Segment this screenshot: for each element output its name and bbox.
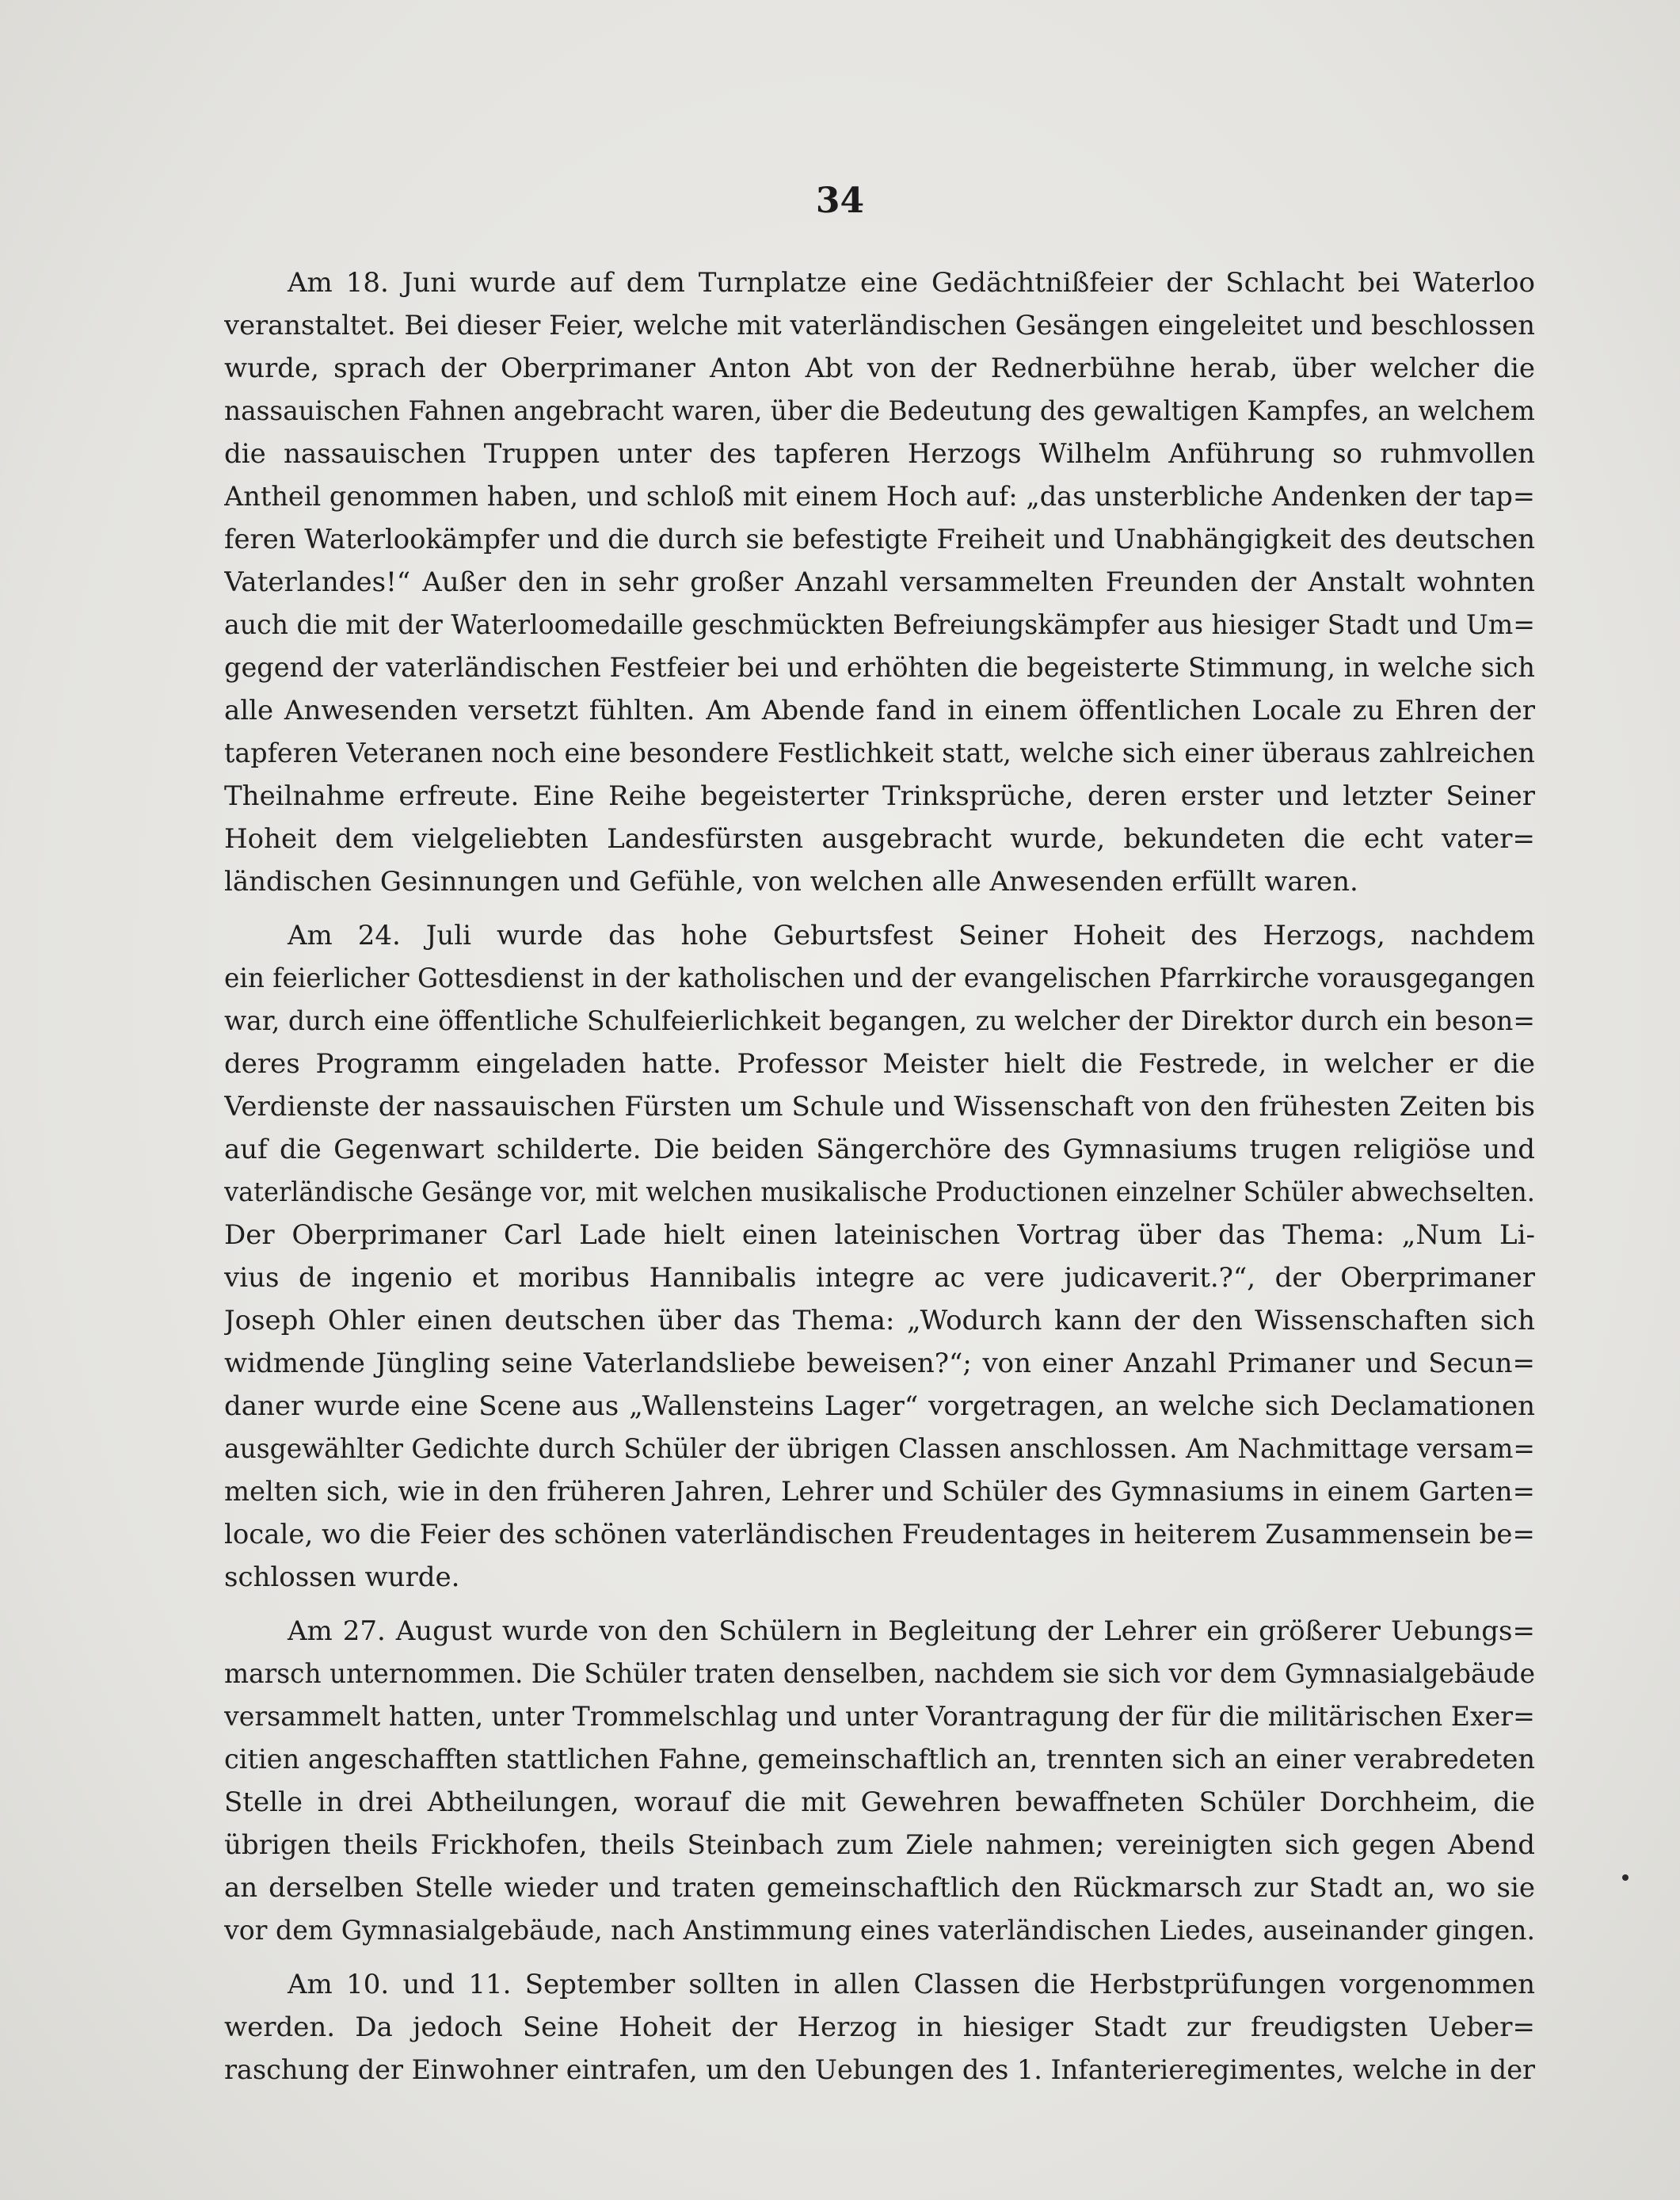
- text-line: Antheil genommen haben, und schloß mit einem Hoch auf: „das unsterbliche Andenken der tap=: [224, 481, 1535, 513]
- text-line: Am 10. und 11. September sollten in allen Classen die Herbstprüfungen vorgenommen: [288, 1969, 1535, 2000]
- text-line: wurde, sprach der Oberprimaner Anton Abt von der Rednerbühne herab, über welcher die: [224, 353, 1535, 384]
- text-line: nassauischen Fahnen angebracht waren, über die Bedeutung des gewaltigen Kampfes, an welchem: [224, 395, 1535, 427]
- text-line: Verdienste der nassauischen Fürsten um Schule und Wissenschaft von den frühesten Zeiten bis: [224, 1091, 1535, 1123]
- text-line: die nassauischen Truppen unter des tapferen Herzogs Wilhelm Anführung so ruhmvollen: [224, 438, 1535, 470]
- print-speck: [1622, 1874, 1629, 1881]
- text-line: auch die mit der Waterloomedaille geschmückten Befreiungskämpfer aus hiesiger Stadt und Um=: [224, 609, 1535, 641]
- text-line: vius de ingenio et moribus Hannibalis integre ac vere judicaverit.?“, der Oberprimaner: [224, 1262, 1535, 1294]
- text-line: feren Waterlookämpfer und die durch sie befestigte Freiheit und Unabhängigkeit des deutschen: [224, 524, 1535, 555]
- text-line: Joseph Ohler einen deutschen über das Thema: „Wodurch kann der den Wissenschaften sich: [224, 1305, 1535, 1336]
- text-line: Am 18. Juni wurde auf dem Turnplatze eine Gedächtnißfeier der Schlacht bei Waterloo: [288, 267, 1535, 299]
- text-line: melten sich, wie in den früheren Jahren, Lehrer und Schüler des Gymnasiums in einem Garten=: [224, 1476, 1535, 1508]
- text-line: tapferen Veteranen noch eine besondere Festlichkeit statt, welche sich einer überaus zahlreichen: [224, 738, 1535, 769]
- text-line: locale, wo die Feier des schönen vaterländischen Freudentages in heiterem Zusammensein be=: [224, 1519, 1535, 1550]
- text-line: ausgewählter Gedichte durch Schüler der übrigen Classen anschlossen. Am Nachmittage versam=: [224, 1433, 1535, 1465]
- text-line: vor dem Gymnasialgebäude, nach Anstimmung eines vaterländischen Liedes, auseinander gingen.: [224, 1915, 1535, 1946]
- text-line: Am 24. Juli wurde das hohe Geburtsfest Seiner Hoheit des Herzogs, nachdem: [288, 920, 1535, 951]
- text-line: Hoheit dem vielgeliebten Landesfürsten ausgebracht wurde, bekundeten die echt vater=: [224, 823, 1535, 855]
- text-line: raschung der Einwohner eintrafen, um den Uebungen des 1. Infanterieregimentes, welche in der: [224, 2054, 1535, 2086]
- text-line: an derselben Stelle wieder und traten gemeinschaftlich den Rückmarsch zur Stadt an, wo sie: [224, 1872, 1535, 1904]
- paragraph-waterloo: [224, 261, 1535, 903]
- text-body: [224, 261, 1535, 2091]
- paragraph-uebungsmarsch: [224, 1610, 1535, 1952]
- text-line: versammelt hatten, unter Trommelschlag und unter Vorantragung der für die militärischen Exer=: [224, 1701, 1535, 1733]
- text-line: daner wurde eine Scene aus „Wallensteins Lager“ vorgetragen, an welche sich Declamationen: [224, 1390, 1535, 1422]
- text-line: ländischen Gesinnungen und Gefühle, von welchen alle Anwesenden erfüllt waren.: [224, 866, 1358, 898]
- text-line: schlossen wurde.: [224, 1561, 460, 1593]
- text-line: ein feierlicher Gottesdienst in der katholischen und der evangelischen Pfarrkirche vorausgegangen: [224, 963, 1535, 994]
- text-line: deres Programm eingeladen hatte. Professor Meister hielt die Festrede, in welcher er die: [224, 1048, 1535, 1080]
- text-line: werden. Da jedoch Seine Hoheit der Herzog in hiesiger Stadt zur freudigsten Ueber=: [224, 2011, 1535, 2043]
- paragraph-geburtsfest: [224, 914, 1535, 1599]
- text-line: vaterländische Gesänge vor, mit welchen musikalische Productionen einzelner Schüler abwechselten.: [224, 1176, 1535, 1208]
- text-line: gegend der vaterländischen Festfeier bei und erhöhten die begeisterte Stimmung, in welche sich: [224, 652, 1535, 684]
- text-line: auf die Gegenwart schilderte. Die beiden Sängerchöre des Gymnasiums trugen religiöse und: [224, 1134, 1535, 1165]
- text-line: Der Oberprimaner Carl Lade hielt einen lateinischen Vortrag über das Thema: „Num Li-: [224, 1219, 1535, 1251]
- text-line: war, durch eine öffentliche Schulfeierlichkeit begangen, zu welcher der Direktor durch ein beson=: [224, 1005, 1535, 1037]
- text-line: Vaterlandes!“ Außer den in sehr großer Anzahl versammelten Freunden der Anstalt wohnten: [224, 566, 1535, 598]
- text-line: übrigen theils Frickhofen, theils Steinbach zum Ziele nahmen; vereinigten sich gegen Abend: [224, 1829, 1535, 1861]
- text-line: widmende Jüngling seine Vaterlandsliebe beweisen?“; von einer Anzahl Primaner und Secun=: [224, 1348, 1535, 1379]
- paragraph-herbstpruefungen: [224, 1963, 1535, 2091]
- text-line: citien angeschafften stattlichen Fahne, gemeinschaftlich an, trennten sich an einer verabredeten: [224, 1744, 1535, 1775]
- text-line: Stelle in drei Abtheilungen, worauf die mit Gewehren bewaffneten Schüler Dorchheim, die: [224, 1786, 1535, 1818]
- text-line: marsch unternommen. Die Schüler traten denselben, nachdem sie sich vor dem Gymnasialgebäude: [224, 1658, 1535, 1690]
- text-line: Am 27. August wurde von den Schülern in Begleitung der Lehrer ein größerer Uebungs=: [288, 1615, 1535, 1647]
- page-number: 34: [815, 181, 865, 221]
- text-line: alle Anwesenden versetzt fühlten. Am Abende fand in einem öffentlichen Locale zu Ehren der: [224, 695, 1535, 726]
- text-line: Theilnahme erfreute. Eine Reihe begeisterter Trinksprüche, deren erster und letzter Seiner: [224, 780, 1535, 812]
- text-line: veranstaltet. Bei dieser Feier, welche mit vaterländischen Gesängen eingeleitet und beschlossen: [224, 310, 1535, 341]
